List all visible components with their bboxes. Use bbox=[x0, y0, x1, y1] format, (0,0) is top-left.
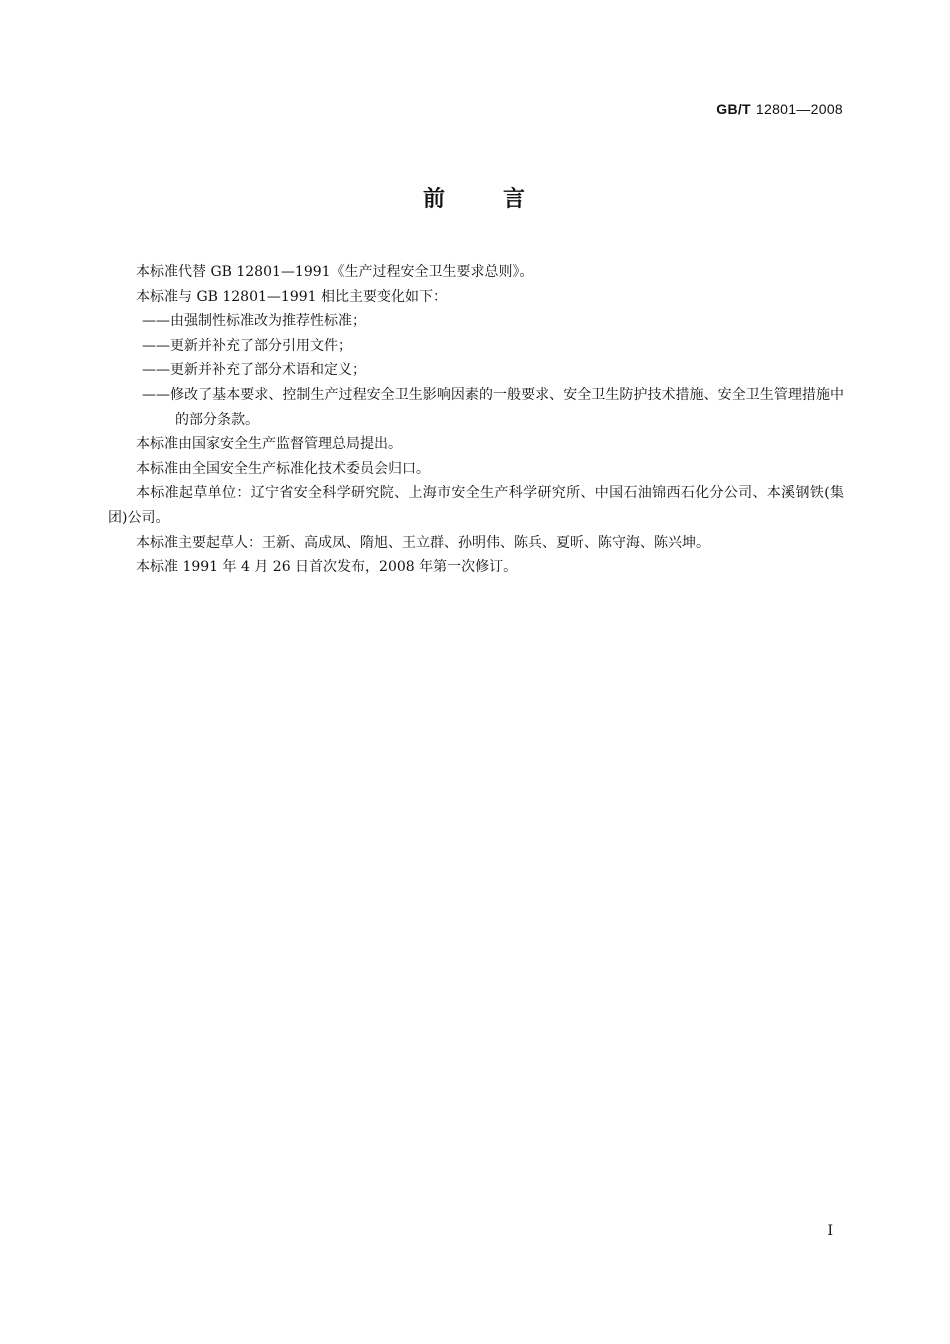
change-item-4: ——修改了基本要求、控制生产过程安全卫生影响因素的一般要求、安全卫生防护技术措施、安全卫生管理措施中的部分条款。 bbox=[142, 386, 844, 428]
change-item-3: ——更新并补充了部分术语和定义； bbox=[142, 362, 366, 379]
title-char-1: 前 bbox=[422, 187, 447, 212]
change-item-1: ——由强制性标准改为推荐性标准； bbox=[142, 313, 366, 330]
change-item-2: ——更新并补充了部分引用文件； bbox=[142, 337, 352, 354]
paragraph-changes-intro: 本标准与 GB 12801—1991 相比主要变化如下： bbox=[136, 288, 447, 305]
standard-prefix: GB/T bbox=[716, 101, 751, 117]
standard-number: 12801—2008 bbox=[755, 101, 843, 117]
page-number: Ⅰ bbox=[827, 1223, 833, 1239]
paragraph-under-jurisdiction: 本标准由全国安全生产标准化技术委员会归口。 bbox=[136, 460, 430, 477]
foreword-body bbox=[108, 260, 844, 580]
paragraph-drafting-units: 本标准起草单位：辽宁省安全科学研究院、上海市安全生产科学研究所、中国石油锦西石化分公司、本溪钢铁(集团)公司。 bbox=[108, 485, 844, 526]
standard-code bbox=[716, 101, 843, 117]
page-title bbox=[0, 182, 950, 213]
paragraph-drafters: 本标准主要起草人：王新、高成凤、隋旭、王立群、孙明伟、陈兵、夏昕、陈守海、陈兴坤。 bbox=[136, 534, 710, 551]
title-char-2: 言 bbox=[503, 187, 528, 212]
paragraph-replaces: 本标准代替 GB 12801—1991《生产过程安全卫生要求总则》。 bbox=[136, 264, 534, 280]
paragraph-publication-history: 本标准 1991 年 4 月 26 日首次发布，2008 年第一次修订。 bbox=[136, 559, 518, 576]
paragraph-proposed-by: 本标准由国家安全生产监督管理总局提出。 bbox=[136, 436, 402, 453]
